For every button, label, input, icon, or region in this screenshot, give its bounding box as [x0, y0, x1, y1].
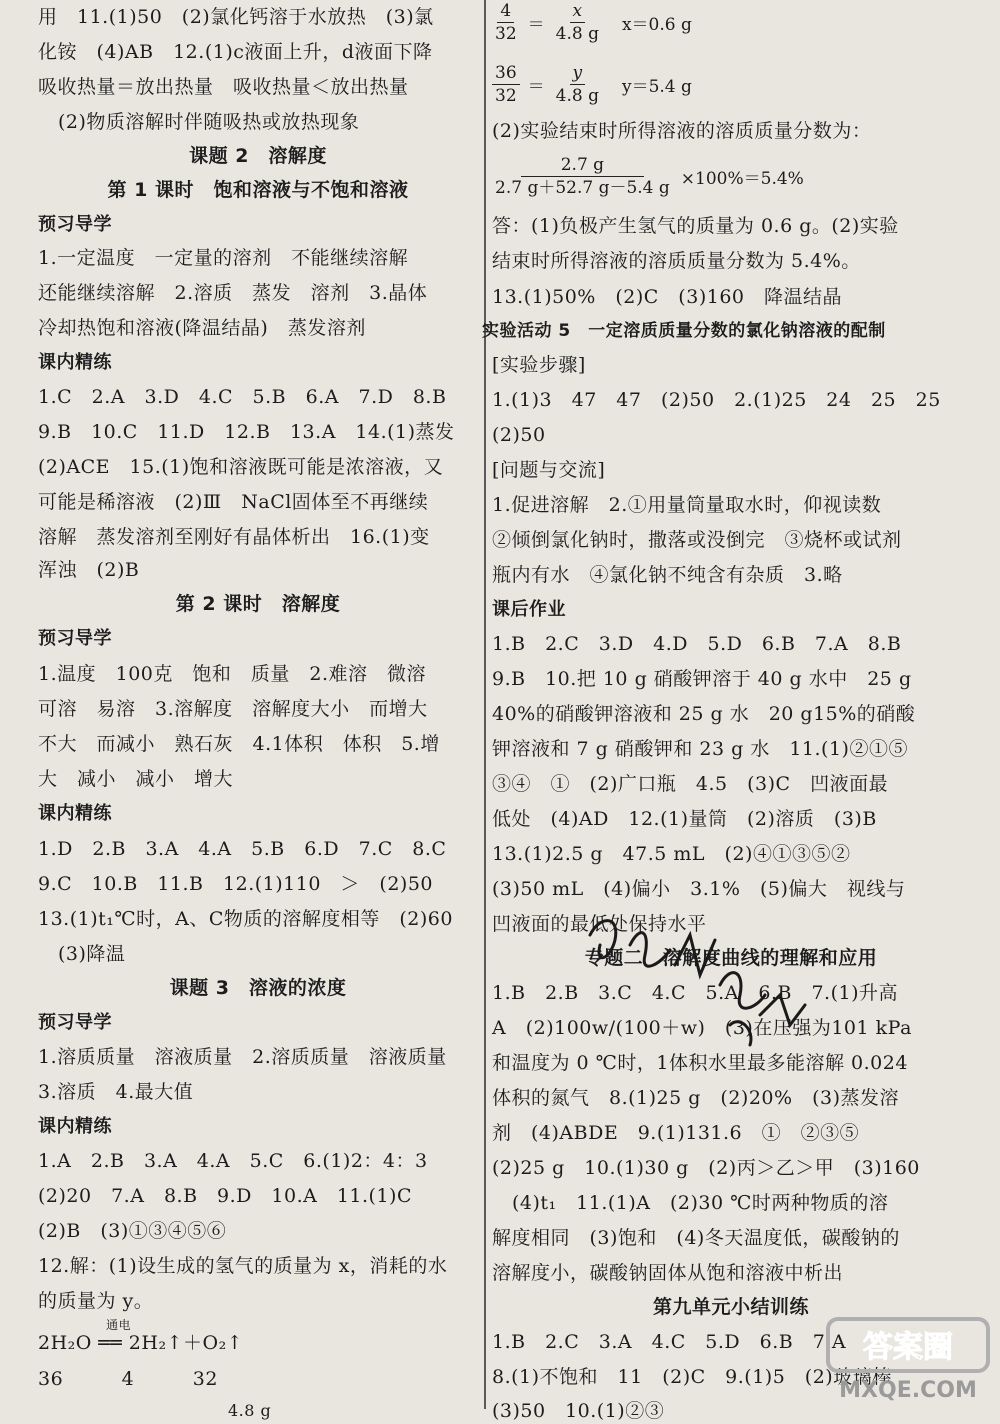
- result: x＝0.6 g: [621, 15, 692, 35]
- subsection-heading: 预习导学: [38, 628, 112, 649]
- denominator: 4.8 g: [555, 24, 599, 44]
- subsection-heading: 课内精练: [38, 1116, 112, 1137]
- text-line: 体积的氮气 8.(1)25 g (2)20% (3)蒸发溶: [492, 1087, 899, 1109]
- text-line: 剂 (4)ABDE 9.(1)131.6 ① ②③⑤: [492, 1122, 860, 1144]
- text-line: 13.(1)50% (2)C (3)160 降温结晶: [492, 286, 842, 308]
- subsection-heading: 课内精练: [38, 803, 112, 824]
- text-line: 溶解 蒸发溶剂至刚好有晶体析出 16.(1)变: [38, 526, 430, 548]
- text-line: 9.C 10.B 11.B 12.(1)110 ＞ (2)50: [38, 873, 434, 895]
- text-line: (3)50 10.(1)②③: [492, 1400, 665, 1422]
- text-line: 1.B 2.C 3.D 4.D 5.D 6.B 7.A 8.B: [492, 633, 902, 655]
- text-line: 冷却热饱和溶液(降温结晶) 蒸发溶剂: [38, 317, 366, 339]
- lesson-title: 第 2 课时 溶解度: [175, 593, 341, 615]
- text-line: 1.一定温度 一定量的溶剂 不能继续溶解: [38, 247, 409, 269]
- text-line: 结束时所得溶液的溶质质量分数为 5.4%。: [492, 250, 861, 272]
- bracket-heading: [实验步骤]: [492, 354, 586, 376]
- text-line: ②倾倒氯化钠时，撒落或没倒完 ③烧杯或试剂: [492, 529, 902, 551]
- text-line: 12.解：(1)设生成的氢气的质量为 x，消耗的水: [38, 1255, 448, 1277]
- bracket-heading: [问题与交流]: [492, 459, 606, 481]
- text-line: (4)t₁ 11.(1)A (2)30 ℃时两种物质的溶: [512, 1192, 889, 1214]
- text-line: 1.B 2.C 3.A 4.C 5.D 6.B 7.A: [492, 1331, 847, 1353]
- svg-text:答案圈: 答案圈: [863, 1330, 953, 1365]
- text-line: 解度相同 (3)饱和 (4)冬天温度低，碳酸钠的: [492, 1227, 900, 1249]
- section-title: 课题 3 溶液的浓度: [169, 977, 347, 999]
- text-line: 1.D 2.B 3.A 4.A 5.B 6.D 7.C 8.C: [38, 838, 447, 860]
- text-line: 溶解度小，碳酸钠固体从饱和溶液中析出: [492, 1262, 844, 1284]
- subsection-heading: 课内精练: [38, 352, 112, 373]
- text-line: 9.B 10.C 11.D 12.B 13.A 14.(1)蒸发: [38, 421, 455, 443]
- subsection-heading: 预习导学: [38, 214, 112, 235]
- text-line: 大 减小 减小 增大: [38, 768, 234, 790]
- text-line: 1.溶质质量 溶液质量 2.溶质质量 溶液质量: [38, 1046, 447, 1068]
- fraction: [553, 0, 602, 45]
- denominator: 4.8 g: [555, 86, 599, 106]
- equation-line: 2H₂O ══ 2H₂↑＋O₂↑: [38, 1332, 244, 1354]
- numerator: y: [570, 62, 586, 85]
- text-line: (3)50 mL (4)偏小 3.1% (5)偏大 视线与: [492, 878, 906, 900]
- column-divider: [484, 0, 486, 1409]
- text-line: 低处 (4)AD 12.(1)量筒 (2)溶质 (3)B: [492, 808, 877, 830]
- text-line: 浑浊 (2)B: [38, 559, 140, 581]
- text-line: 9.B 10.把 10 g 硝酸钾溶于 40 g 水中 25 g: [492, 668, 912, 690]
- text-line: (2)实验结束时所得溶液的溶质质量分数为：: [492, 120, 872, 142]
- section-title: 第九单元小结训练: [652, 1296, 809, 1318]
- equation-condition: 通电: [106, 1318, 132, 1332]
- ratio-equation-x: $\frac{4}{32}$ ＝ $\frac{x}{4.8 g}$ x＝0.6 g: [492, 0, 692, 45]
- text-line: 1.B 2.B 3.C 4.C 5.A 6.B 7.(1)升高: [492, 982, 898, 1004]
- text-line: 1.A 2.B 3.A 4.A 5.C 6.(1)2：4：3: [38, 1150, 428, 1172]
- text-line: 吸收热量＝放出热量 吸收热量＜放出热量: [38, 76, 409, 98]
- fraction: [553, 62, 602, 107]
- section-title: 专题二 溶解度曲线的理解和应用: [584, 947, 878, 969]
- subsection-heading: 课后作业: [492, 599, 566, 620]
- text-line: ③④ ① (2)广口瓶 4.5 (3)C 凹液面最: [492, 773, 889, 795]
- result: y＝5.4 g: [621, 77, 692, 97]
- text-line: 不大 而减小 熟石灰 4.1体积 体积 5.增: [38, 733, 440, 755]
- watermark-logo: [824, 1315, 994, 1405]
- text-line: 13.(1)t₁℃时，A、C物质的溶解度相等 (2)60: [38, 908, 453, 930]
- text-line: 40%的硝酸钾溶液和 25 g 水 20 g15%的硝酸: [492, 703, 916, 725]
- text-line: (2)B (3)①③④⑤⑥: [38, 1220, 227, 1242]
- text-line: 答：(1)负极产生氢气的质量为 0.6 g。(2)实验: [492, 215, 899, 237]
- fraction: [492, 154, 673, 199]
- text-line: (2)20 7.A 8.B 9.D 10.A 11.(1)C: [38, 1185, 412, 1207]
- denominator: 2.7 g＋52.7 g－5.4 g: [495, 178, 670, 198]
- numerator: 36: [492, 62, 520, 85]
- text-line: 还能继续溶解 2.溶质 蒸发 溶剂 3.晶体: [38, 282, 428, 304]
- numerator: 2.7 g: [521, 154, 644, 177]
- section-title: 课题 2 溶解度: [189, 145, 327, 167]
- text-line: 1.(1)3 47 47 (2)50 2.(1)25 24 25 25: [492, 389, 941, 411]
- text-line: 可溶 易溶 3.溶解度 溶解度大小 而增大: [38, 698, 428, 720]
- text-line: 化铵 (4)AB 12.(1)c液面上升，d液面下降: [38, 41, 433, 63]
- text-line: 钾溶液和 7 g 硝酸钾和 23 g 水 11.(1)②①⑤: [492, 738, 908, 760]
- result: ×100%＝5.4%: [680, 169, 804, 189]
- text-line: 凹液面的最低处保持水平: [492, 913, 707, 935]
- text-line: 的质量为 y。: [38, 1290, 154, 1312]
- text-line: 可能是稀溶液 (2)Ⅲ NaCl固体至不再继续: [38, 491, 429, 513]
- text-line: 和温度为 0 ℃时，1体积水里最多能溶解 0.024: [492, 1052, 908, 1074]
- text-line: 1.温度 100克 饱和 质量 2.难溶 微溶: [38, 663, 427, 685]
- fraction: [492, 0, 520, 45]
- text-line: (2)物质溶解时伴随吸热或放热现象: [58, 111, 360, 133]
- text-line: (2)25 g 10.(1)30 g (2)丙＞乙＞甲 (3)160: [492, 1157, 920, 1179]
- fraction: [492, 62, 520, 107]
- numerator: x: [570, 0, 586, 23]
- text-line: 3.溶质 4.最大值: [38, 1081, 194, 1103]
- svg-text:MXQE.COM: MXQE.COM: [839, 1378, 977, 1403]
- text-line: (2)ACE 15.(1)饱和溶液既可能是浓溶液，又: [38, 456, 444, 478]
- text-line: 瓶内有水 ④氯化钠不纯含有杂质 3.略: [492, 564, 843, 586]
- text-line: A (2)100w/(100＋w) (3)在压强为101 kPa: [492, 1017, 912, 1039]
- denominator: 32: [495, 24, 517, 44]
- lesson-title: 第 1 课时 饱和溶液与不饱和溶液: [107, 179, 409, 201]
- text-line: 4.8 g: [228, 1401, 272, 1420]
- text-line: 8.(1)不饱和 11 (2)C 9.(1)5 (2)玻璃棒: [492, 1366, 892, 1388]
- activity-title: 实验活动 5 一定溶质质量分数的氯化钠溶液的配制: [482, 321, 886, 341]
- text-line: (2)50: [492, 424, 546, 446]
- text-line: 36 4 32: [38, 1368, 218, 1390]
- subsection-heading: 预习导学: [38, 1012, 112, 1033]
- text-line: (3)降温: [58, 943, 126, 965]
- text-line: 13.(1)2.5 g 47.5 mL (2)④①③⑤②: [492, 843, 851, 865]
- numerator: 4: [497, 0, 514, 23]
- text-line: 1.促进溶解 2.①用量筒量取水时，仰视读数: [492, 494, 882, 516]
- text-line: 1.C 2.A 3.D 4.C 5.B 6.A 7.D 8.B: [38, 386, 447, 408]
- text-line: 用 11.(1)50 (2)氯化钙溶于水放热 (3)氯: [38, 6, 434, 28]
- mass-fraction-equation: [492, 154, 804, 199]
- denominator: 32: [495, 86, 517, 106]
- ratio-equation-y: $\frac{36}{32}$ ＝ $\frac{y}{4.8 g}$ y＝5.4 g: [492, 62, 692, 107]
